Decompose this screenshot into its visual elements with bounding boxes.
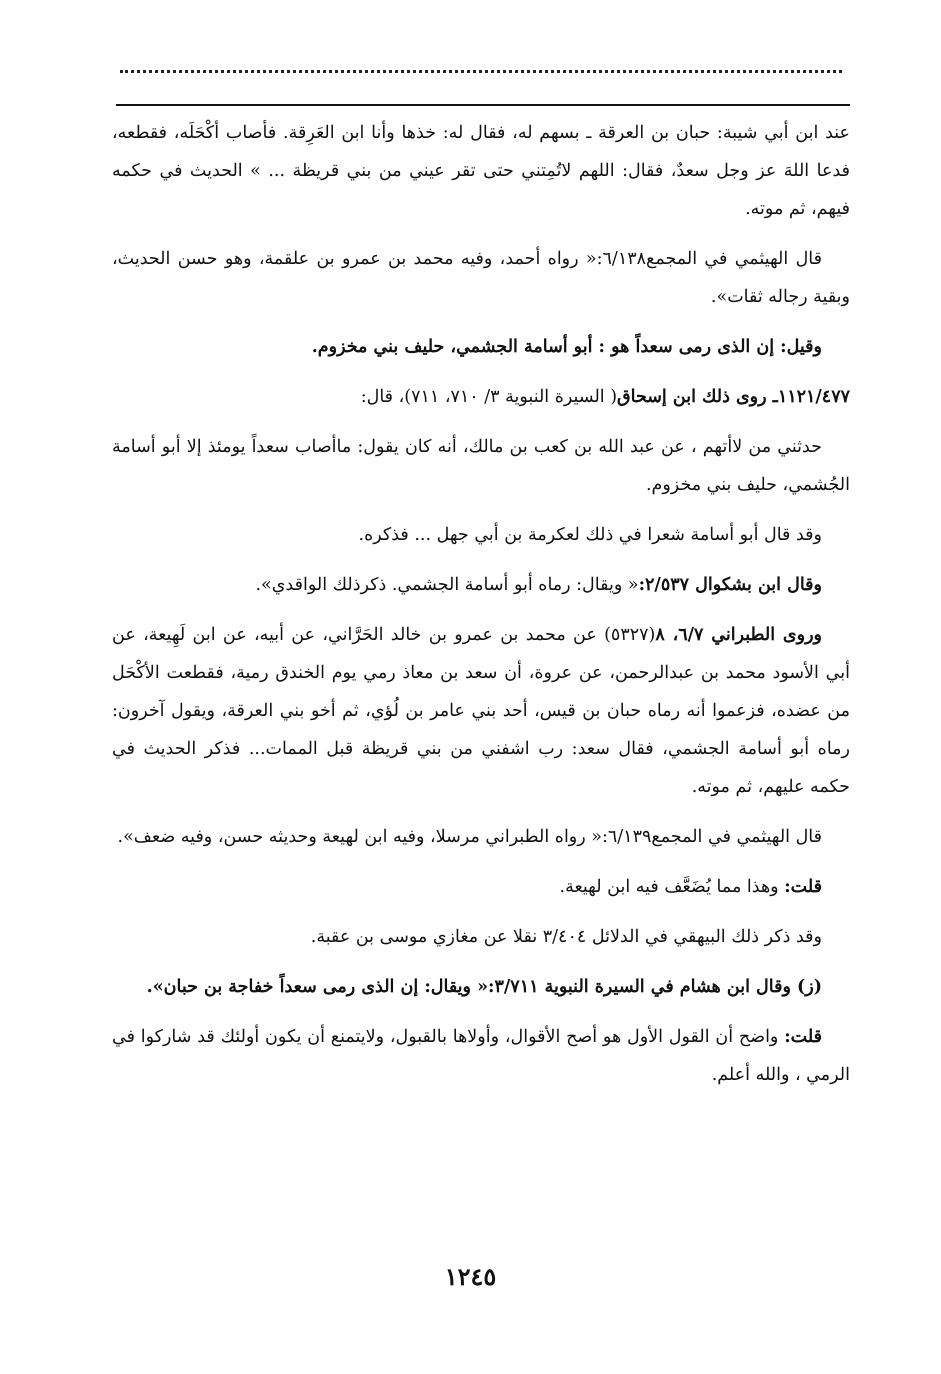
- paragraph-bold-lead: (ز) وقال ابن هشام في السيرة النبوية ٣/٧١١:« ويقال: إن الذى رمى سعداً خفاجة بن حبان».: [146, 977, 822, 997]
- paragraph-9: [112, 818, 850, 856]
- paragraph-text: وقد قال أبو أسامة شعرا في ذلك لعكرمة بن أبي جهل ... فذكره.: [358, 525, 822, 545]
- page-body: [112, 114, 850, 1106]
- paragraph-bold-lead: وقيل: إن الذى رمى سعداً هو : أبو أسامة الجشمي، حليف بني مخزوم.: [311, 337, 822, 357]
- paragraph-1: [112, 114, 850, 228]
- paragraph-text: قال الهيثمي في المجمع٦/١٣٨:« رواه أحمد، وفيه محمد بن عمرو بن علقمة، وهو حسن الحديث، وبقية رجاله ثقات».: [112, 249, 850, 307]
- paragraph-10: [112, 868, 850, 906]
- hadith-number-lead: ١١٢١/٤٧٧ـ روى ذلك ابن إسحاق: [617, 387, 850, 407]
- paragraph-7: [112, 566, 850, 604]
- paragraph-6: [112, 516, 850, 554]
- page-number: ١٢٤٥: [444, 1262, 497, 1291]
- paragraph-4: [112, 378, 850, 416]
- paragraph-text: ( السيرة النبوية ٣/ ٧١٠، ٧١١)، قال:: [360, 387, 618, 407]
- paragraph-text: قال الهيثمي في المجمع٦/١٣٩:« رواه الطبراني مرسلا، وفيه ابن لهيعة وحديثه حسن، وفيه ضعف».: [117, 827, 822, 847]
- paragraph-bold-lead: وقال ابن بشكوال ٢/٥٣٧:: [638, 575, 822, 595]
- top-solid-rule: [116, 104, 850, 106]
- paragraph-5: [112, 428, 850, 504]
- paragraph-3: [112, 328, 850, 366]
- paragraph-text: عند ابن أبي شيبة: حبان بن العرقة ـ بسهم له، فقال له: خذها وأنا ابن العَرِقة. فأصاب أكْحَلَه، فقطعه، فدعا اللهَ عز وجل سعدٌ، فقال: اللهم لاتُمِتني حتى تقر عيني من بني قريظة ... » الحديث في حكمه فيهم، ثم موته.: [112, 123, 850, 219]
- paragraph-text: حدثني من لاأتهم ، عن عبد الله بن كعب بن مالك، أنه كان يقول: ماأصاب سعداً يومئذ إلا أبو أسامة الجُشمي، حليف بني مخزوم.: [112, 437, 850, 495]
- paragraph-text: واضح أن القول الأول هو أصح الأقوال، وأولاها بالقبول، ولايتمنع أن يكون أولئك قد شاركوا في الرمي ، والله أعلم.: [112, 1027, 850, 1085]
- paragraph-bold-lead: وروى الطبراني ٦/٧، ٨: [655, 625, 822, 645]
- paragraph-8: [112, 616, 850, 806]
- paragraph-12: [112, 968, 850, 1006]
- paragraph-text: « ويقال: رماه أبو أسامة الجشمي. ذكرذلك الواقدي».: [255, 575, 639, 595]
- paragraph-2: [112, 240, 850, 316]
- paragraph-13: [112, 1018, 850, 1094]
- paragraph-text: (٥٣٢٧) عن محمد بن عمرو بن خالد الحَرَّاني، عن أبيه، عن ابن لَهِيعة، عن أبي الأسود محمد بن عبدالرحمن، عن عروة، أن سعد بن معاذ رمي يوم الخندق رمية، فقطعت الأكْحَل من عضده، فزعموا أنه رماه حبان بن قيس، أحد بني عامر بن لُؤي، ثم أخو بني العرقة، ويقول آخرون: رماه أبو أسامة الجشمي، فقال سعد: رب اشفني من بني قريظة قبل الممات... فذكر الحديث في حكمه عليهم، ثم موته.: [112, 625, 850, 797]
- paragraph-bold-lead: قلت:: [784, 1027, 822, 1047]
- top-dotted-rule: [120, 70, 842, 73]
- paragraph-text: وهذا مما يُضَعَّف فيه ابن لهيعة.: [559, 877, 785, 897]
- paragraph-text: وقد ذكر ذلك البيهقي في الدلائل ٣/٤٠٤ نقلا عن مغازي موسى بن عقبة.: [310, 927, 822, 947]
- paragraph-11: [112, 918, 850, 956]
- paragraph-bold-lead: قلت:: [784, 877, 822, 897]
